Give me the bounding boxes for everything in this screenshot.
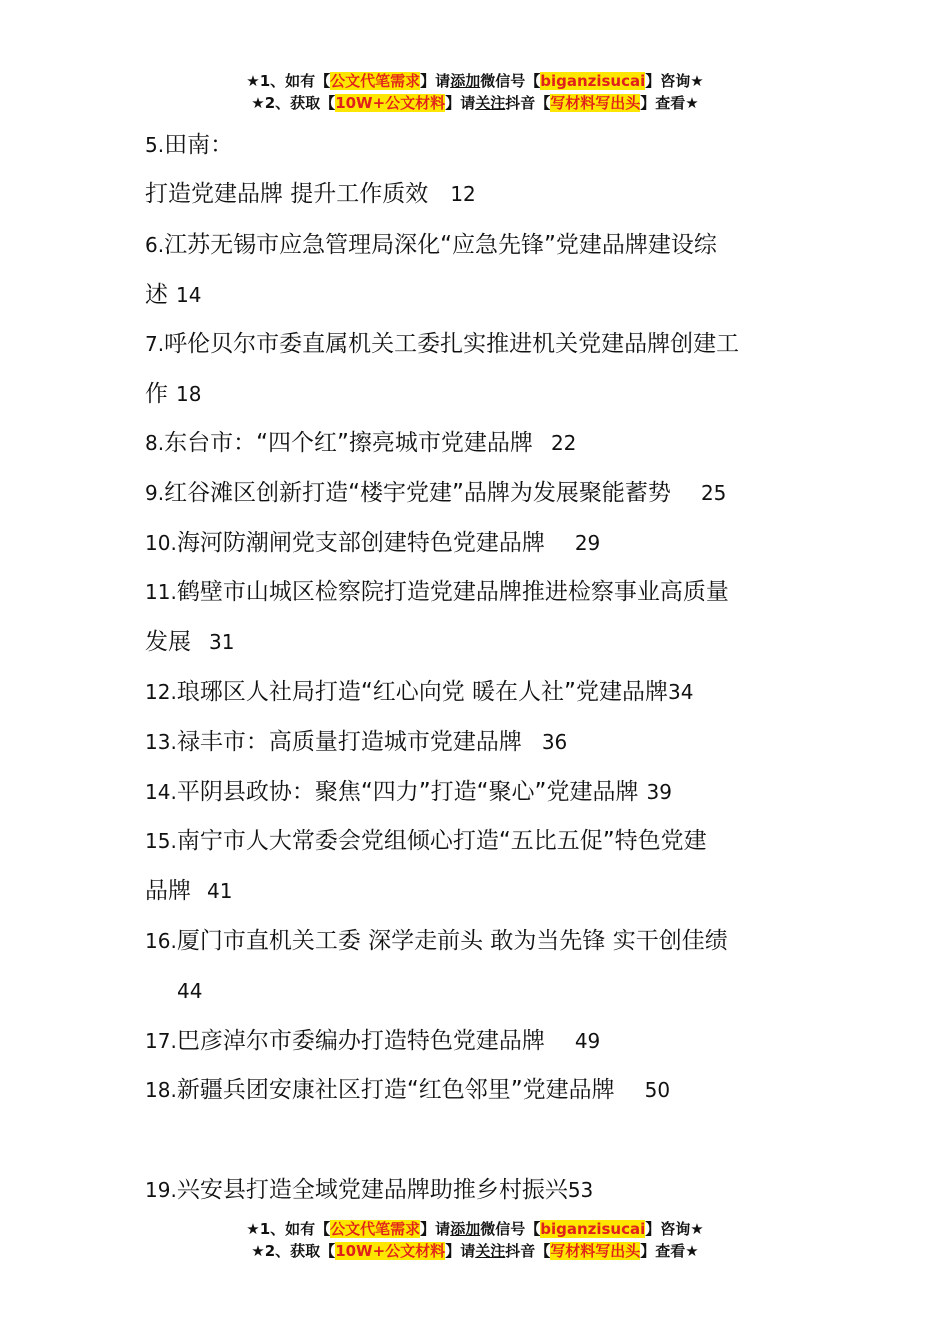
toc-entry: 18.新疆兵团安康社区打造“红色邻里”党建品牌 50 (145, 1077, 671, 1103)
page-number: 50 (644, 1078, 671, 1102)
banner-line-1: ★1、如有【公文代笔需求】请添加微信号【biganzisucai】咨询★ (246, 72, 704, 90)
page-number: 22 (550, 431, 577, 455)
top-banner (0, 70, 950, 114)
page-number: 14 (176, 283, 202, 307)
toc-entry: 9.红谷滩区创新打造“楼宇党建”品牌为发展聚能蓄势 25 (145, 480, 727, 506)
toc-entry: 作 18 (145, 381, 202, 407)
toc-entry: 12.琅琊区人社局打造“红心向党 暖在人社”党建品牌34 (145, 679, 694, 705)
banner-line-1: ★1、如有【公文代笔需求】请添加微信号【biganzisucai】咨询★ (246, 1220, 704, 1238)
banner-highlight: 10W+公文材料 (335, 1242, 446, 1260)
banner-wechat-id: biganzisucai (540, 72, 646, 90)
toc-entry: 8.东台市：“四个红”擦亮城市党建品牌 22 (145, 430, 577, 456)
toc-entry: 19.兴安县打造全域党建品牌助推乡村振兴53 (145, 1177, 594, 1203)
banner-douyin-id: 写材料写出头 (550, 1242, 641, 1260)
page-number: 12 (450, 182, 476, 206)
toc-entry: 打造党建品牌 提升工作质效 12 (145, 181, 476, 207)
page-number: 49 (574, 1029, 601, 1053)
banner-line-2: ★2、获取【10W+公文材料】请关注抖音【写材料写出头】查看★ (251, 94, 699, 112)
bottom-banner (0, 1218, 950, 1262)
page-number: 53 (567, 1178, 594, 1202)
page-number: 39 (646, 780, 672, 804)
banner-douyin-id: 写材料写出头 (550, 94, 641, 112)
page-number: 31 (209, 630, 235, 654)
banner-highlight: 公文代笔需求 (330, 72, 421, 90)
toc-entry: 发展 31 (145, 629, 235, 655)
toc-entry: 16.厦门市直机关工委 深学走前头 敢为当先锋 实干创佳绩 (145, 928, 728, 954)
toc-entry: 11.鹤壁市山城区检察院打造党建品牌推进检察事业高质量 (145, 579, 729, 605)
banner-highlight: 公文代笔需求 (330, 1220, 421, 1238)
banner-line-2: ★2、获取【10W+公文材料】请关注抖音【写材料写出头】查看★ (251, 1242, 699, 1260)
toc-entry (177, 966, 202, 1016)
toc-entry: 17.巴彦淖尔市委编办打造特色党建品牌 49 (145, 1028, 601, 1054)
page-number: 18 (176, 382, 202, 406)
toc-entry: 15.南宁市人大常委会党组倾心打造“五比五促”特色党建 (145, 828, 707, 854)
page-number: 41 (207, 879, 233, 903)
toc-entry: 品牌 41 (145, 878, 233, 904)
toc-entry: 10.海河防潮闸党支部创建特色党建品牌 29 (145, 530, 601, 556)
page-number: 36 (541, 730, 568, 754)
banner-wechat-id: biganzisucai (540, 1220, 646, 1238)
toc-entry: 7.呼伦贝尔市委直属机关工委扎实推进机关党建品牌创建工 (145, 331, 740, 357)
toc-entry: 13.禄丰市：高质量打造城市党建品牌 36 (145, 729, 568, 755)
page-number: 34 (667, 680, 694, 704)
toc-entry: 6.江苏无锡市应急管理局深化“应急先锋”党建品牌建设综 (145, 232, 717, 258)
page-number: 29 (574, 531, 601, 555)
toc-entry: 14.平阴县政协：聚焦“四力”打造“聚心”党建品牌 39 (145, 779, 672, 805)
toc-entry: 5.田南： (145, 132, 234, 158)
page-number: 25 (700, 481, 727, 505)
toc-entry: 述 14 (145, 282, 202, 308)
page-number: 44 (177, 979, 203, 1003)
banner-highlight: 10W+公文材料 (335, 94, 446, 112)
